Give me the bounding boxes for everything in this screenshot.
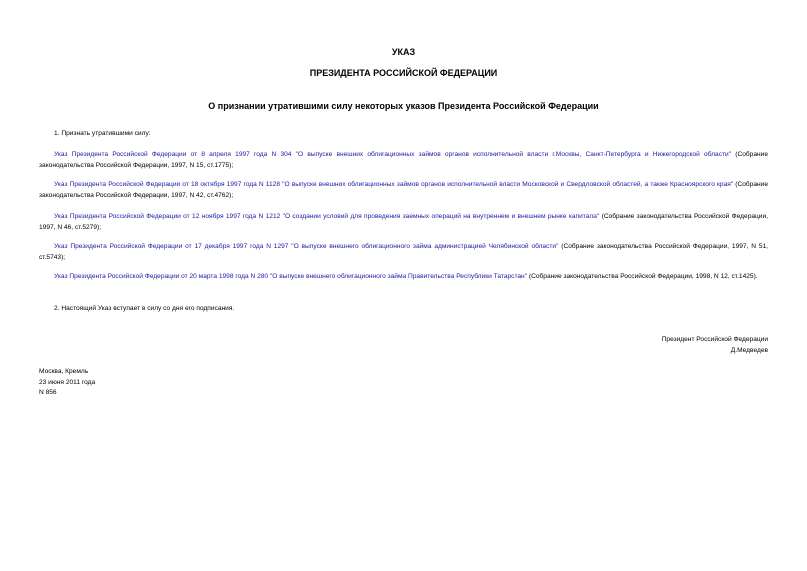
signing-place: Москва, Кремль <box>39 368 89 375</box>
signatory-name: Д.Медведев <box>730 346 768 354</box>
clause-2-text: 2. Настоящий Указ вступает в силу со дня его подписания. <box>54 305 235 312</box>
decree-citation-1: (Собрание законодательства Российской Федерации, 1997, N 15, ст.1775); <box>39 151 768 169</box>
document-heading: О признании утратившими силу некоторых указов Президента Российской Федерации <box>208 101 599 111</box>
decree-link-5[interactable]: Указ Президента Российской Федерации от 20 марта 1998 года N 280 "О выпуске внешнего облигационного займа Правительства Республики Татарстан" <box>54 273 528 280</box>
signing-date: 23 июня 2011 года <box>39 378 96 386</box>
signatory-position: Президент Российской Федерации <box>661 336 768 343</box>
document-title: УКАЗ <box>391 47 416 57</box>
signature-block <box>662 335 768 356</box>
decree-item-1 <box>39 150 768 171</box>
decree-link-4[interactable]: Указ Президента Российской Федерации от 17 декабря 1997 года N 1297 "О выпуске внешнего облигационного займа администрацией Челябинской области" <box>54 243 559 250</box>
decree-item-5 <box>39 272 768 283</box>
document-subtitle: ПРЕЗИДЕНТА РОССИЙСКОЙ ФЕДЕРАЦИИ <box>309 68 498 78</box>
decree-number: N 856 <box>39 389 57 396</box>
clause-1-text: 1. Признать утратившими силу: <box>54 130 151 137</box>
decree-citation-4: (Собрание законодательства Российской Федерации, 1997, N 51, ст.5743); <box>39 243 768 261</box>
clause-2 <box>39 304 768 315</box>
decree-citation-3: (Собрание законодательства Российской Федерации, 1997, N 46, ст.5279); <box>39 213 768 231</box>
clause-1 <box>39 129 768 140</box>
decree-citation-2: (Собрание законодательства Российской Федерации, 1997, N 42, ст.4762); <box>39 181 769 199</box>
decree-item-4 <box>39 242 768 263</box>
decree-item-3 <box>39 212 768 233</box>
decree-link-1[interactable]: Указ Президента Российской Федерации от 8 апреля 1997 года N 304 "О выпуске внешних облигационных займов органов исполнительной власти г.Москвы, Санкт-Петербурга и Нижегородской области" <box>54 151 732 158</box>
place-date-block <box>39 367 95 399</box>
decree-citation-5: (Собрание законодательства Российской Федерации, 1998, N 12, ст.1425). <box>527 273 758 280</box>
decree-link-2[interactable]: Указ Президента Российской Федерации от 18 октября 1997 года N 1128 "О выпуске внешних облигационных займов органов исполнительной власти Московской и Свердловской областей, а также Красноярского края" <box>54 181 734 188</box>
decree-link-3[interactable]: Указ Президента Российской Федерации от 12 ноября 1997 года N 1212 "О создании условий для проведения заемных операций на внутреннем и внешнем рынке капитала" <box>54 213 600 220</box>
decree-item-2 <box>39 180 768 201</box>
